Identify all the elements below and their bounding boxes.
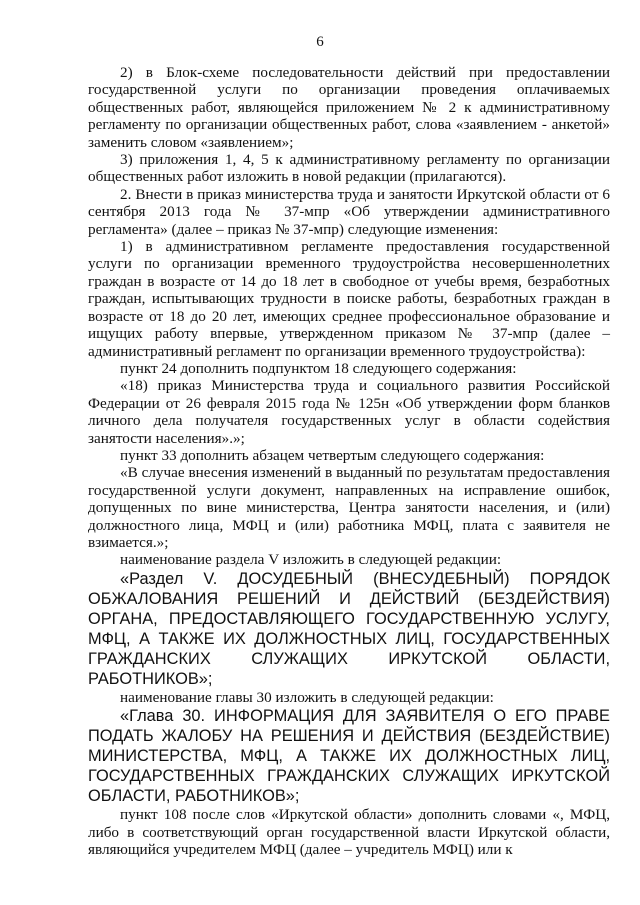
paragraph-7: пункт 33 дополнить абзацем четвертым следующего содержания: [120, 446, 545, 464]
paragraph-9: наименование раздела V изложить в следующей редакции: [120, 551, 502, 569]
paragraph-6: «18) приказ Министерства труда и социального развития Российской Федерации от 26 февраля 2015 года № 125н «Об утверждении форм бланков личного дела получателя государственных услуг в области содействия занятости населения».»; [88, 377, 610, 447]
paragraph-13: пункт 108 после слов «Иркутской области» дополнить словами «, МФЦ, либо в соответствующий орган государственной власти Иркутской области, являющийся учредителем МФЦ (далее – учредитель МФЦ) или к [88, 806, 610, 858]
document-body [88, 64, 610, 858]
paragraph-3: 2. Внести в приказ министерства труда и занятости Иркутской области от 6 сентября 2013 года № 37-мпр «Об утверждении административного регламента» (далее – приказ № 37-мпр) следующие изменения: [88, 185, 610, 238]
paragraph-2: 3) приложения 1, 4, 5 к административному регламенту по организации общественных работ изложить в новой редакции (прилагаются). [88, 151, 610, 186]
paragraph-5: пункт 24 дополнить подпунктом 18 следующего содержания: [120, 359, 517, 377]
paragraph-4: 1) в административном регламенте предоставления государственной услуги по организации временного трудоустройства несовершеннолетних граждан в возрасте от 14 до 18 лет в свободное от учебы время, безработных граждан, испытывающих трудности в поиске работы, безработных граждан в возрасте от 18 до 20 лет, имеющих среднее профессиональное образование и ищущих работу впервые, утвержденном приказом № 37-мпр (далее – административный регламент по организации временного трудоустройства): [88, 238, 610, 360]
paragraph-1: 2) в Блок-схеме последовательности действий при предоставлении государственной услуги по организации проведения оплачиваемых общественных работ, являющейся приложением № 2 к административному регламенту по организации общественных работ, слова «заявлением - анкетой» заменить словом «заявлением»; [88, 64, 610, 151]
section-v-title: «Раздел V. ДОСУДЕБНЫЙ (ВНЕСУДЕБНЫЙ) ПОРЯДОК ОБЖАЛОВАНИЯ РЕШЕНИЙ И ДЕЙСТВИЙ (БЕЗДЕЙСТВИЯ) ОРГАНА, ПРЕДОСТАВЛЯЮЩЕГО ГОСУДАРСТВЕННУЮ УСЛУГУ, МФЦ, А ТАКЖЕ ИХ ДОЛЖНОСТНЫХ ЛИЦ, ГОСУДАРСТВЕННЫХ ГРАЖДАНСКИХ СЛУЖАЩИХ ИРКУТСКОЙ ОБЛАСТИ, РАБОТНИКОВ»; [88, 569, 610, 688]
paragraph-11: наименование главы 30 изложить в следующей редакции: [120, 688, 494, 706]
chapter-30-title: «Глава 30. ИНФОРМАЦИЯ ДЛЯ ЗАЯВИТЕЛЯ О ЕГО ПРАВЕ ПОДАТЬ ЖАЛОБУ НА РЕШЕНИЯ И ДЕЙСТВИЯ (БЕЗДЕЙСТВИЕ) МИНИСТЕРСТВА, МФЦ, А ТАКЖЕ ИХ ДОЛЖНОСТНЫХ ЛИЦ, ГОСУДАРСТВЕННЫХ ГРАЖДАНСКИХ СЛУЖАЩИХ ИРКУТСКОЙ ОБЛАСТИ, РАБОТНИКОВ»; [88, 707, 610, 806]
page-number: 6 [316, 34, 324, 50]
paragraph-8: «В случае внесения изменений в выданный по результатам предоставления государственной услуги документ, направленных на исправление ошибок, допущенных по вине министерства, Центра занятости населения, и (или) должностного лица, МФЦ и (или) работника МФЦ, плата с заявителя не взимается.»; [88, 464, 610, 551]
